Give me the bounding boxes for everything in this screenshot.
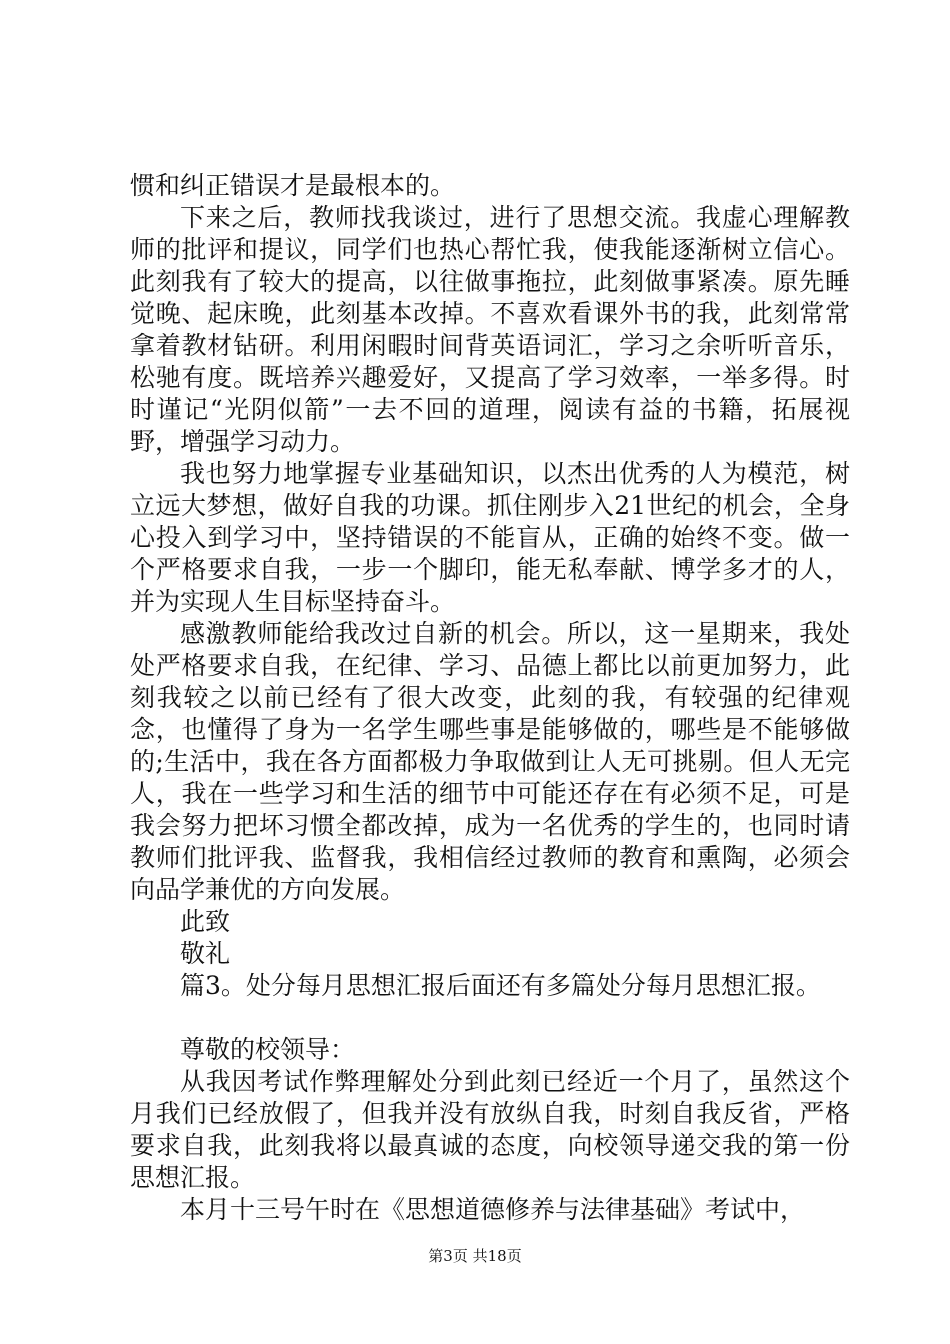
salutation: 尊敬的校领导：: [180, 1035, 356, 1064]
paragraph-professional-knowledge: 我也努力地掌握专业基础知识，以杰出优秀的人为模范，树立远大梦想，做好自我的功课。抓住刚步入21世纪的机会，全身心投入到学习中，坚持错误的不能盲从，正确的始终不变。做一个严格要求自我，一步一个脚印，能无私奉献、博学多才的人，并为实现人生目标坚持奋斗。: [130, 459, 850, 616]
paragraph-continuation: 惯和纠正错误才是最根本的。: [130, 171, 456, 200]
paragraph-teacher-talk: 下来之后，教师找我谈过，进行了思想交流。我虚心理解教师的批评和提议，同学们也热心帮忙我，使我能逐渐树立信心。此刻我有了较大的提高，以往做事拖拉，此刻做事紧凑。原先睡觉晚、起床晚，此刻基本改掉。不喜欢看课外书的我，此刻常常拿着教材钻研。利用闲暇时间背英语词汇，学习之余听听音乐，松驰有度。既培养兴趣爱好，又提高了学习效率，一举多得。时时谨记“光阴似箭”一去不回的道理，阅读有益的书籍，拓展视野，增强学习动力。: [130, 203, 850, 456]
paragraph-gratitude: 感激教师能给我改过自新的机会。所以，这一星期来，我处处严格要求自我，在纪律、学习、品德上都比以前更加努力，此刻我较之以前已经有了很大改变，此刻的我，有较强的纪律观念，也懂得了身为一名学生哪些事是能够做的，哪些是不能够做的;生活中，我在各方面都极力争取做到让人无可挑剔。但人无完人，我在一些学习和生活的细节中可能还存在有必须不足，可是我会努力把坏习惯全都改掉，成为一名优秀的学生的，也同时请教师们批评我、监督我，我相信经过教师的教育和熏陶，必须会向品学兼优的方向发展。: [130, 619, 850, 904]
blank-line: [130, 1002, 850, 1034]
closing-cizhi: 此致: [180, 907, 231, 936]
document-body: [130, 170, 850, 1226]
paragraph-exam-date: 本月十三号午时在《思想道德修养与法律基础》考试中，: [180, 1195, 806, 1224]
closing-jingli: 敬礼: [180, 939, 231, 968]
page-footer: 第3页 共18页: [428, 1247, 522, 1265]
section-title: 篇3。处分每月思想汇报后面还有多篇处分每月思想汇报。: [180, 971, 821, 1000]
paragraph-report-intro: 从我因考试作弊理解处分到此刻已经近一个月了，虽然这个月我们已经放假了，但我并没有放纵自我，时刻自我反省，严格要求自我，此刻我将以最真诚的态度，向校领导递交我的第一份思想汇报。: [130, 1067, 850, 1192]
